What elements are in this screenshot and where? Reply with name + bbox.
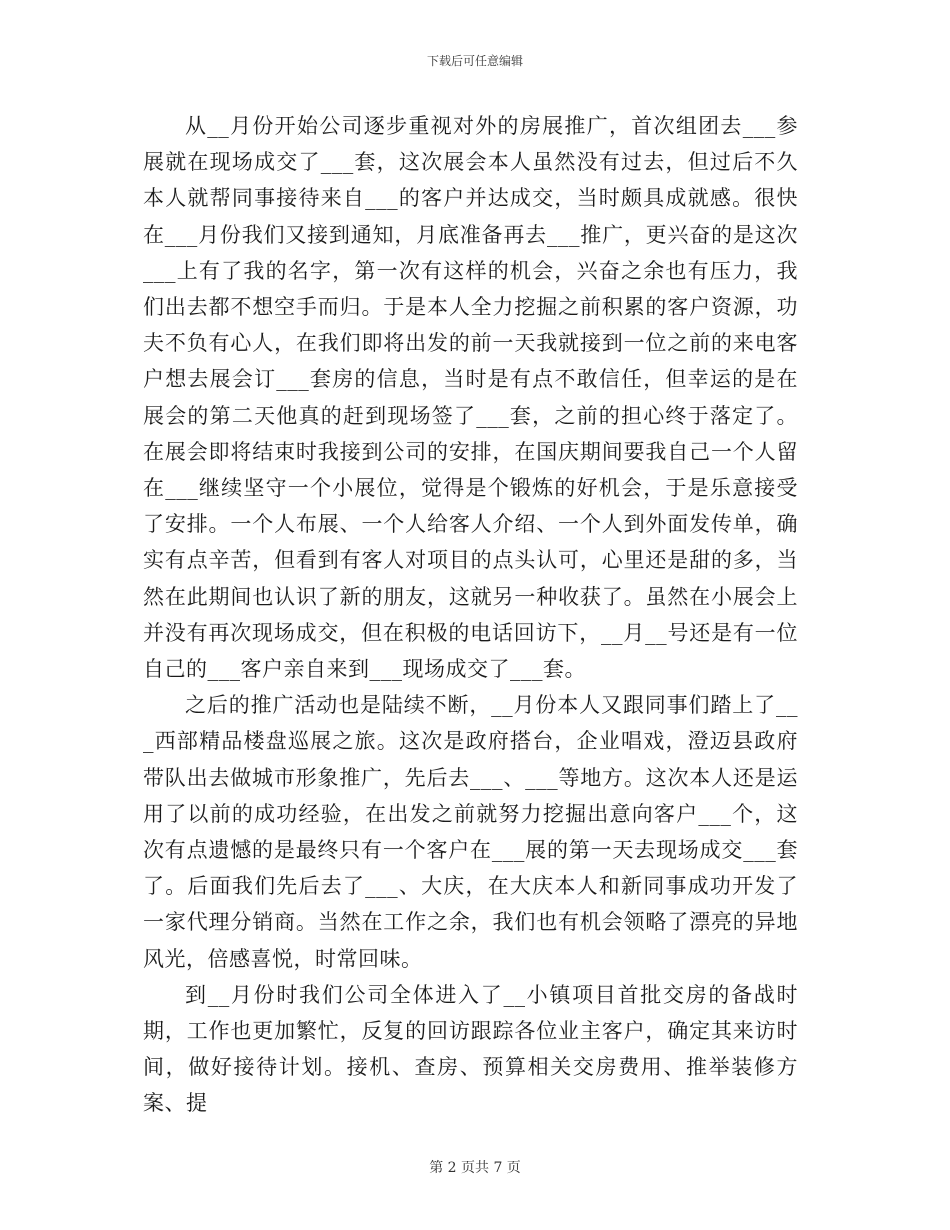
paragraph-2: 之后的推广活动也是陆续不断，__月份本人又跟同事们踏上了___西部精品楼盘巡展之旅。这次是政府搭台，企业唱戏，澄迈县政府带队出去做城市形象推广，先后去___、___等地方。这次本人还是运用了以前的成功经验，在出发之前就努力挖掘出意向客户___个，这次有点遗憾的是最终只有一个客户在___展的第一天去现场成交___套了。后面我们先后去了___、大庆，在大庆本人和新同事成功开发了一家代理分销商。当然在工作之余，我们也有机会领略了漂亮的异地风光，倍感喜悦，时常回味。: [143, 693, 798, 971]
paragraph-3: 到__月份时我们公司全体进入了__小镇项目首批交房的备战时期，工作也更加繁忙，反复的回访跟踪各位业主客户，确定其来访时间，做好接待计划。接机、查房、预算相关交房费用、推举装修方案、提: [143, 982, 798, 1116]
page-number: 第 2 页共 7 页: [429, 1160, 521, 1176]
document-body: [143, 108, 798, 1122]
page-header-note: 下载后可任意编辑: [426, 54, 523, 68]
paragraph-1: 从__月份开始公司逐步重视对外的房展推广，首次组团去___参展就在现场成交了___套，这次展会本人虽然没有过去，但过后不久本人就帮同事接待来自___的客户并达成交，当时颇具成就感。很快在___月份我们又接到通知，月底准备再去___推广，更兴奋的是这次___上有了我的名字，第一次有这样的机会，兴奋之余也有压力，我们出去都不想空手而归。于是本人全力挖掘之前积累的客户资源，功夫不负有心人，在我们即将出发的前一天我就接到一位之前的来电客户想去展会订___套房的信息，当时是有点不敢信任，但幸运的是在展会的第二天他真的赶到现场签了___套，之前的担心终于落定了。在展会即将结束时我接到公司的安排，在国庆期间要我自己一个人留在___继续坚守一个小展位，觉得是个锻炼的好机会，于是乐意接受了安排。一个人布展、一个人给客人介绍、一个人到外面发传单，确实有点辛苦，但看到有客人对项目的点头认可，心里还是甜的多，当然在此期间也认识了新的朋友，这就另一种收获了。虽然在小展会上并没有再次现场成交，但在积极的电话回访下，__月__号还是有一位自己的___客户亲自来到___现场成交了___套。: [143, 114, 798, 682]
